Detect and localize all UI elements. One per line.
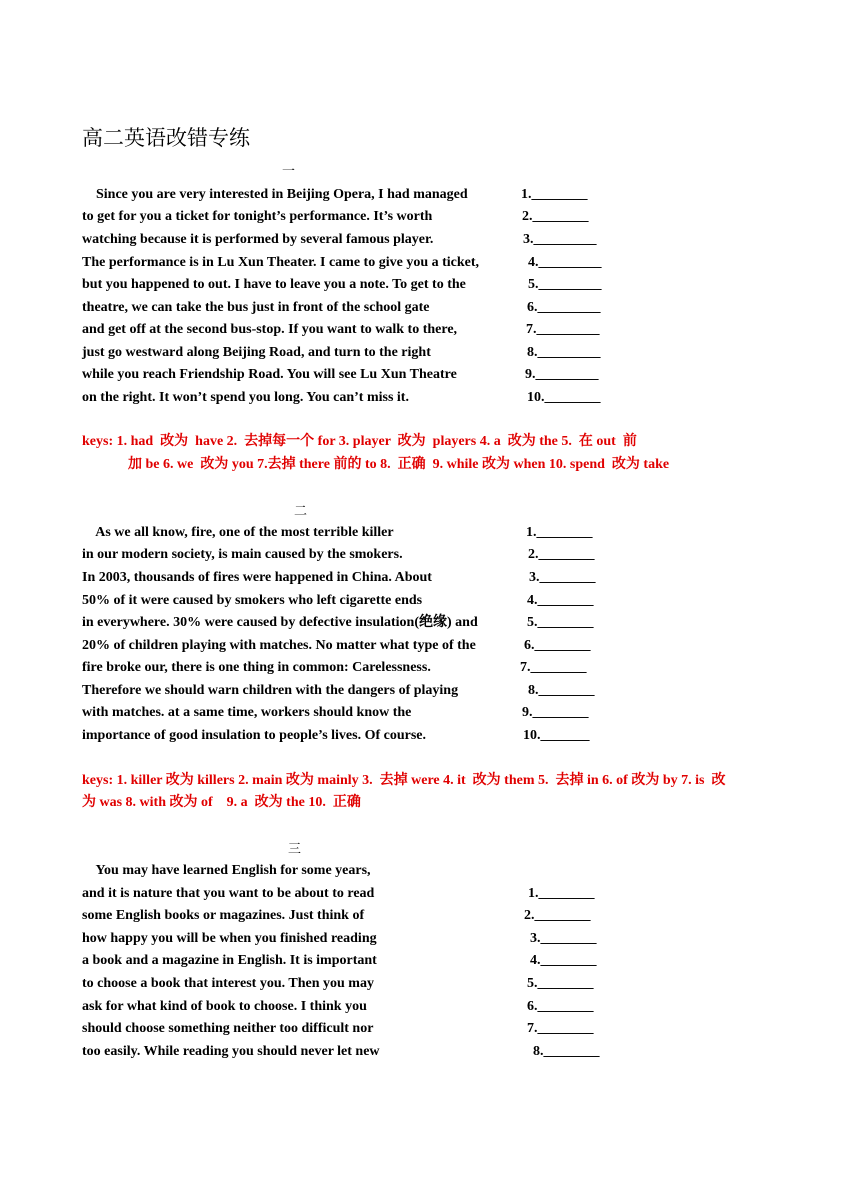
answer-keys: 加 be 6. we 改为 you 7.去掉 there 前的 to 8. 正确 9. while 改为 when 10. spend 改为 take [128,457,670,472]
section-1-line: and get off at the second bus-stop. If you want to walk to there, [82,322,458,337]
answer-blank[interactable]: 3.________ [529,570,596,585]
answer-blank[interactable]: 9._________ [525,367,599,382]
section-1-line: just go westward along Beijing Road, and turn to the right [82,345,431,360]
answer-blank[interactable]: 9.________ [522,705,589,720]
section-2-line: Therefore we should warn children with the dangers of playing [82,683,459,698]
section-3-line: how happy you will be when you finished reading [82,931,377,946]
answer-blank[interactable]: 4._________ [528,255,602,270]
answer-blank[interactable]: 2.________ [524,908,591,923]
section-2-line: in our modern society, is main caused by the smokers. [82,547,403,562]
answer-blank[interactable]: 8.________ [533,1044,600,1059]
section-2-line: In 2003, thousands of fires were happened in China. About [82,570,432,585]
section-3-line: and it is nature that you want to be about to read [82,886,375,901]
page-title: 高二英语改错专练 [82,126,250,150]
section-2-line: 20% of children playing with matches. No matter what type of the [82,638,476,653]
section-3-line: ask for what kind of book to choose. I think you [82,999,367,1014]
answer-blank[interactable]: 7._________ [526,322,600,337]
answer-blank[interactable]: 10._______ [523,728,590,743]
answer-blank[interactable]: 1.________ [526,525,593,540]
answer-blank[interactable]: 8.________ [528,683,595,698]
answer-blank[interactable]: 7.________ [520,660,587,675]
section-1-line: on the right. It won’t spend you long. You can’t miss it. [82,390,409,405]
section-1-line: to get for you a ticket for tonight’s performance. It’s worth [82,209,433,224]
answer-keys: keys: 1. killer 改为 killers 2. main 改为 mainly 3. 去掉 were 4. it 改为 them 5. 去掉 in 6. of 改为 by 7. is 改 [82,773,726,788]
section-2-line: importance of good insulation to people’s lives. Of course. [82,728,427,743]
section-3-line: should choose something neither too difficult nor [82,1021,374,1036]
section-3-line: some English books or magazines. Just think of [82,908,365,923]
answer-blank[interactable]: 2.________ [528,547,595,562]
section-1-line: The performance is in Lu Xun Theater. I came to give you a ticket, [82,255,480,270]
section-3-line: You may have learned English for some years, [82,863,371,878]
answer-blank[interactable]: 1.________ [528,886,595,901]
section-2-line: As we all know, fire, one of the most terrible killer [82,525,394,540]
answer-keys: 为 was 8. with 改为 of 9. a 改为 the 10. 正确 [82,795,361,810]
section-1-mark: 一 [282,164,296,179]
answer-blank[interactable]: 3._________ [523,232,597,247]
answer-blank[interactable]: 1.________ [521,187,588,202]
answer-blank[interactable]: 4.________ [527,593,594,608]
section-1-line: while you reach Friendship Road. You will see Lu Xun Theatre [82,367,457,382]
section-1-line: Since you are very interested in Beijing Opera, I had managed [82,187,468,202]
answer-blank[interactable]: 2.________ [522,209,589,224]
section-3-line: a book and a magazine in English. It is important [82,953,377,968]
section-3-line: to choose a book that interest you. Then you may [82,976,374,991]
answer-blank[interactable]: 6._________ [527,300,601,315]
section-2-line: fire broke our, there is one thing in common: Carelessness. [82,660,431,675]
answer-blank[interactable]: 4.________ [530,953,597,968]
answer-blank[interactable]: 6.________ [524,638,591,653]
section-1-line: but you happened to out. I have to leave you a note. To get to the [82,277,466,292]
answer-blank[interactable]: 10.________ [527,390,601,405]
answer-keys: keys: 1. had 改为 have 2. 去掉每一个 for 3. player 改为 players 4. a 改为 the 5. 在 out 前 [82,434,637,449]
answer-blank[interactable]: 5.________ [527,615,594,630]
answer-blank[interactable]: 3.________ [530,931,597,946]
section-2-line: 50% of it were caused by smokers who left cigarette ends [82,593,423,608]
section-2-line: with matches. at a same time, workers should know the [82,705,412,720]
section-2-line: in everywhere. 30% were caused by defective insulation(绝缘) and [82,615,478,630]
answer-blank[interactable]: 5.________ [527,976,594,991]
answer-blank[interactable]: 7.________ [527,1021,594,1036]
answer-blank[interactable]: 8._________ [527,345,601,360]
section-1-line: watching because it is performed by several famous player. [82,232,434,247]
answer-blank[interactable]: 5._________ [528,277,602,292]
answer-blank[interactable]: 6.________ [527,999,594,1014]
section-1-line: theatre, we can take the bus just in front of the school gate [82,300,430,315]
section-3-mark: 三 [288,842,302,857]
section-3-line: too easily. While reading you should never let new [82,1044,380,1059]
section-2-mark: 二 [294,504,308,519]
